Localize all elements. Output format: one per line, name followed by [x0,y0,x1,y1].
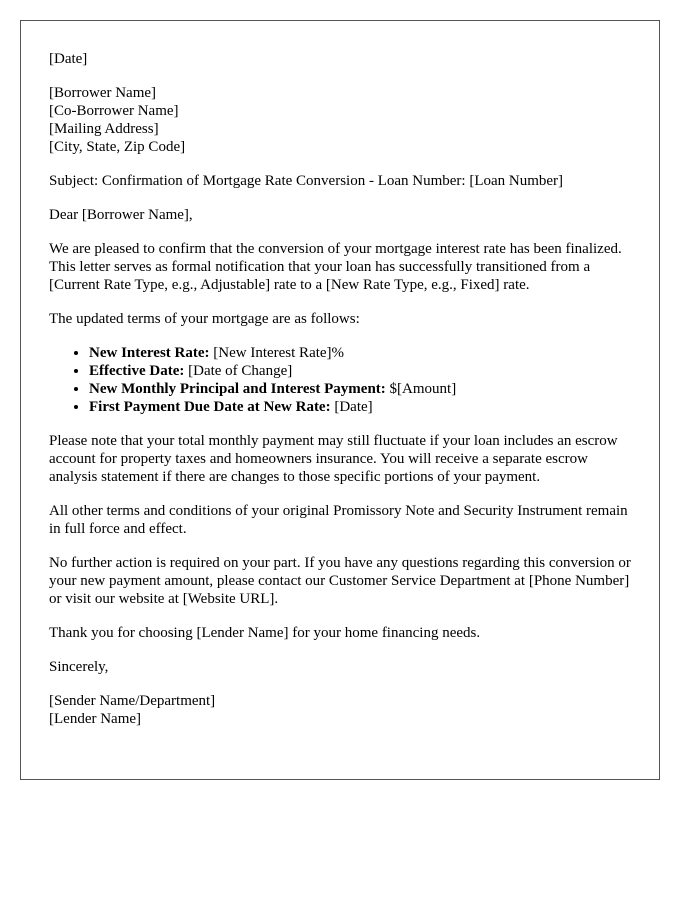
city-state-zip: [City, State, Zip Code] [49,139,186,155]
paragraph-terms-remain: All other terms and conditions of your original Promissory Note and Security Instrument remain in full force and effect. [49,503,628,537]
term-value: [Date of Change] [184,363,293,379]
term-item [89,344,631,362]
recipient-address-block [49,84,631,156]
term-label: Effective Date: [89,363,185,379]
subject-line: Subject: Confirmation of Mortgage Rate Conversion - Loan Number: [Loan Number] [49,173,564,189]
paragraph-escrow-note: Please note that your total monthly payment may still fluctuate if your loan includes an escrow account for property taxes and homeowners insurance. You will receive a separate escrow analysis statement if there are changes to those specific portions of your payment. [49,433,618,485]
term-label: New Monthly Principal and Interest Payment: [89,381,386,397]
letter-date: [Date] [49,51,88,67]
term-label: New Interest Rate: [89,345,210,361]
co-borrower-name: [Co-Borrower Name] [49,103,179,119]
term-item [89,380,631,398]
letter-document [20,20,660,780]
paragraph-contact: No further action is required on your part. If you have any questions regarding this conversion or your new payment amount, please contact our Customer Service Department at [Phone Number] or visit our website at [Website URL]. [49,555,631,607]
closing: Sincerely, [49,659,109,675]
borrower-name: [Borrower Name] [49,85,157,101]
lender-name: [Lender Name] [49,711,142,727]
terms-intro: The updated terms of your mortgage are as follows: [49,311,360,327]
term-value: $[Amount] [385,381,457,397]
term-item [89,398,631,416]
salutation: Dear [Borrower Name], [49,207,193,223]
term-label: First Payment Due Date at New Rate: [89,399,331,415]
paragraph-thanks: Thank you for choosing [Lender Name] for your home financing needs. [49,625,481,641]
paragraph-confirmation: We are pleased to confirm that the conversion of your mortgage interest rate has been finalized. This letter serves as formal notification that your loan has successfully transitioned from a [Current Rate Type, e.g., Adjustable] rate to a [New Rate Type, e.g., Fixed] rate. [49,241,622,293]
term-value: [Date] [330,399,373,415]
term-item [89,362,631,380]
updated-terms-list [49,344,631,416]
signature-block [49,692,631,728]
sender-name: [Sender Name/Department] [49,693,216,709]
mailing-address: [Mailing Address] [49,121,159,137]
term-value: [New Interest Rate]% [209,345,345,361]
